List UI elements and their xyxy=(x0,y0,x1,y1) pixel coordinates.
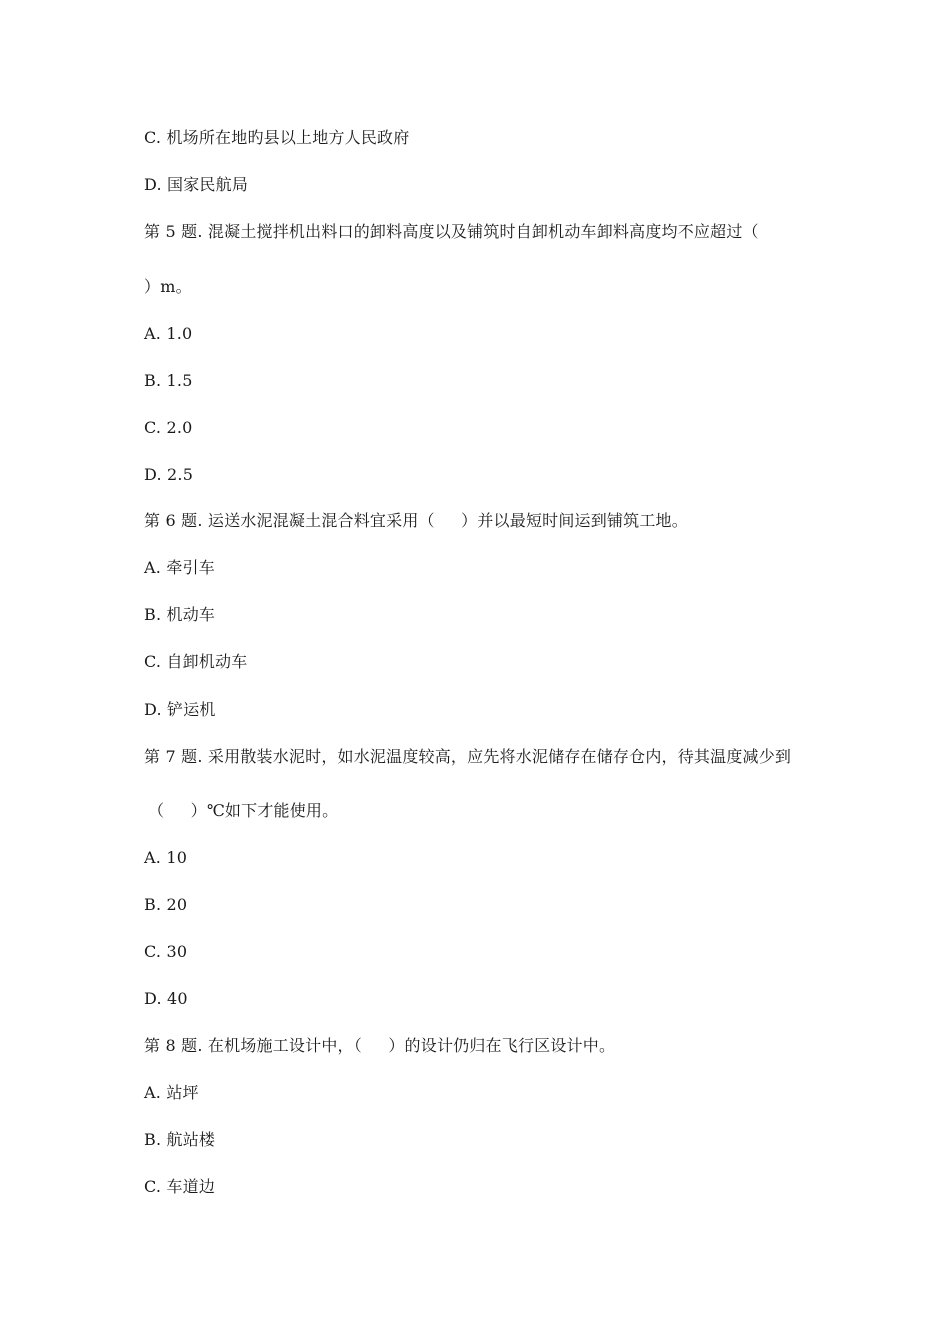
question-6-text: 第 6 题. 运送水泥混凝土混合料宜采用（ ）并以最短时间运到铺筑工地。 xyxy=(144,511,688,530)
question-5-option-a: A. 1.0 xyxy=(144,324,193,343)
question-7-text: 第 7 题. 采用散装水泥时，如水泥温度较高，应先将水泥储存在储存仓内，待其温度减少到 xyxy=(144,747,792,766)
question-8-text: 第 8 题. 在机场施工设计中，（ ）的设计仍归在飞行区设计中。 xyxy=(144,1036,616,1055)
question-5-text-continued: ）m。 xyxy=(144,277,192,296)
question-6-option-c: C. 自卸机动车 xyxy=(144,652,248,671)
question-8-option-c: C. 车道边 xyxy=(144,1177,216,1196)
question-5-text: 第 5 题. 混凝土搅拌机出料口的卸料高度以及铺筑时自卸机动车卸料高度均不应超过（ xyxy=(144,222,759,241)
question-7-option-c: C. 30 xyxy=(144,942,188,961)
question-7-option-b: B. 20 xyxy=(144,895,188,914)
question-8-option-b: B. 航站楼 xyxy=(144,1130,216,1149)
question-7-option-d: D. 40 xyxy=(144,989,188,1008)
question-5-option-b: B. 1.5 xyxy=(144,371,193,390)
question-5-option-c: C. 2.0 xyxy=(144,418,193,437)
option-d-prev-question: D. 国家民航局 xyxy=(144,175,249,194)
question-5-option-d: D. 2.5 xyxy=(144,465,194,484)
question-7-option-a: A. 10 xyxy=(144,848,188,867)
question-6-option-a: A. 牵引车 xyxy=(144,558,215,577)
question-7-text-continued: （ ）℃如下才能使用。 xyxy=(148,801,339,820)
question-8-option-a: A. 站坪 xyxy=(144,1083,199,1102)
question-6-option-d: D. 铲运机 xyxy=(144,700,216,719)
question-6-option-b: B. 机动车 xyxy=(144,605,216,624)
option-c-prev-question: C. 机场所在地旳县以上地方人民政府 xyxy=(144,128,410,147)
